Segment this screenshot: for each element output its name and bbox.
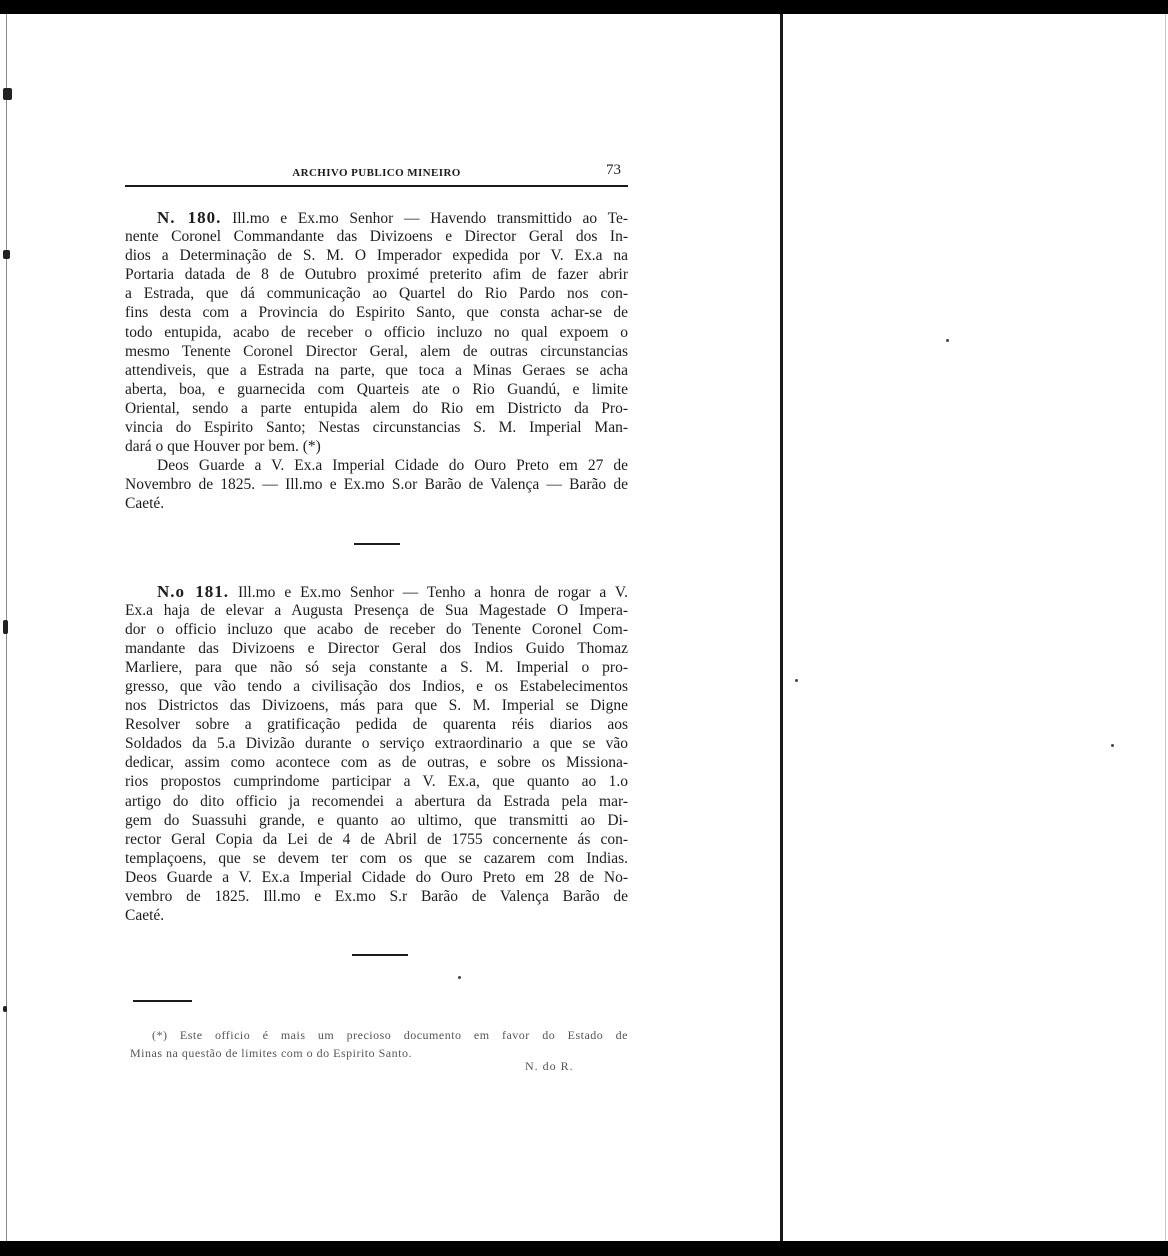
scan-right-edge [1165, 14, 1166, 1241]
body-line: Ex.a haja de elevar a Augusta Presença de Sua Magestade O Impera- [125, 601, 628, 619]
body-line: dor o officio incluzo que acabo de receber do Tenente Coronel Com- [125, 620, 628, 638]
body-line: fins desta com a Provincia do Espirito Santo, que consta achar-se de [125, 304, 628, 322]
footnote-rule [133, 1000, 192, 1002]
body-line: dedicar, assim como acontece com as de outras, e sobre os Missiona- [125, 754, 628, 772]
closing-line: Deos Guarde a V. Ex.a Imperial Cidade do Ouro Preto em 27 de [157, 457, 628, 475]
scan-edge-mark [3, 88, 12, 100]
body-line: vembro de 1825. Ill.mo e Ex.mo S.r Barão de Valença Barão de [125, 888, 628, 905]
body-line: artigo do dito officio ja recomendei a abertura da Estrada pela mar- [125, 792, 628, 810]
body-line: Deos Guarde a V. Ex.a Imperial Cidade do Ouro Preto em 28 de No- [125, 868, 628, 886]
body-line: gem do Suassuhi grande, e quanto ao ultimo, que transmitti ao Di- [125, 811, 628, 829]
body-line: Marliere, para que não só seja constante a S. M. Imperial o pro- [125, 658, 628, 676]
body-line: gresso, que vão tendo a civilisação dos Indios, e os Estabelecimentos [125, 677, 628, 695]
body-line: rios propostos cumprindome participar a V. Ex.a, que quanto ao 1.o [125, 773, 628, 791]
entry-number: N. 180. [157, 208, 222, 227]
body-line: aberta, boa, e guarnecida com Quarteis ate o Rio Guandú, e limite [125, 380, 628, 398]
scan-top-border [0, 0, 1168, 14]
body-line: rector Geral Copia da Lei de 4 de Abril de 1755 concernente ás con- [125, 830, 628, 848]
scan-bottom-border [0, 1241, 1168, 1256]
footnote-line: (*) Este officio é mais um precioso documento em favor do Estado de [152, 1028, 628, 1042]
body-line: mandante das Divizoens e Director Geral dos Indios Guido Thomaz [125, 639, 628, 657]
body-line: a Estrada, que dá communicação ao Quartel do Rio Pardo nos con- [125, 285, 628, 303]
section-separator [352, 954, 408, 956]
scan-speck [458, 976, 461, 979]
body-line: Portaria datada de 8 de Outubro proximé preterito afim de fazer abrir [125, 266, 628, 284]
body-line: dios a Determinação de S. M. O Imperador expedida por V. Ex.a na [125, 247, 628, 265]
entry-first-line [125, 208, 628, 227]
body-line: todo entupida, acabo de receber o officio incluzo no qual expoem o [125, 323, 628, 341]
scan-speck [1111, 744, 1114, 747]
body-line: Resolver sobre a gratificação pedida de quarenta réis diarios aos [125, 716, 628, 734]
header-rule [125, 185, 628, 187]
footnote [130, 1026, 628, 1062]
section-separator [354, 543, 400, 545]
body-line: mesmo Tenente Coronel Director Geral, alem de outras circunstancias [125, 342, 628, 360]
document-entry-180 [125, 208, 628, 514]
body-line: templaçoens, que se devem ter com os que se cazarem com Indias. [125, 849, 628, 867]
document-entry-181 [125, 582, 628, 926]
page-gutter-line [780, 14, 783, 1241]
body-line: dará o que Houver por bem. (*) [125, 438, 321, 456]
body-line: vincia do Espirito Santo; Nestas circunstancias S. M. Imperial Man- [125, 419, 628, 437]
body-line: nos Districtos das Divizoens, más para que S. M. Imperial se Digne [125, 697, 628, 715]
body-line: Oriental, sendo a parte entupida alem do Rio em Districto da Pro- [125, 399, 628, 417]
footnote-signature: N. do R. [525, 1059, 574, 1073]
entry-number: N.o 181. [157, 581, 230, 601]
body-line: attendiveis, que a Estrada na parte, que toca a Minas Geraes se acha [125, 361, 628, 379]
body-line: Caeté. [125, 907, 165, 925]
scan-speck [795, 679, 798, 682]
entry-opening-text: Ill.mo e Ex.mo Senhor — Havendo transmittido ao Te- [232, 210, 628, 227]
scan-edge-mark [3, 1006, 7, 1012]
page-number: 73 [606, 162, 621, 178]
closing-line: Novembro de 1825. — Ill.mo e Ex.mo S.or Barão de Valença — Barão de [125, 476, 628, 494]
scan-edge-mark [3, 250, 10, 259]
entry-opening-text: Ill.mo e Ex.mo Senhor — Tenho a honra de rogar a V. [237, 583, 628, 601]
body-line: nente Coronel Commandante das Divizoens e Director Geral dos In- [125, 228, 628, 246]
entry-first-line [125, 582, 628, 601]
scan-speck [946, 339, 949, 342]
body-line: Soldados da 5.a Divizão durante o serviço extraordinario a que se vão [125, 735, 628, 753]
running-header-title: ARCHIVO PUBLICO MINEIRO [292, 167, 461, 179]
closing-line: Caeté. [125, 495, 165, 513]
footnote-line: Minas na questão de limites com o do Espirito Santo. [130, 1046, 412, 1060]
scan-edge-mark [3, 620, 8, 634]
